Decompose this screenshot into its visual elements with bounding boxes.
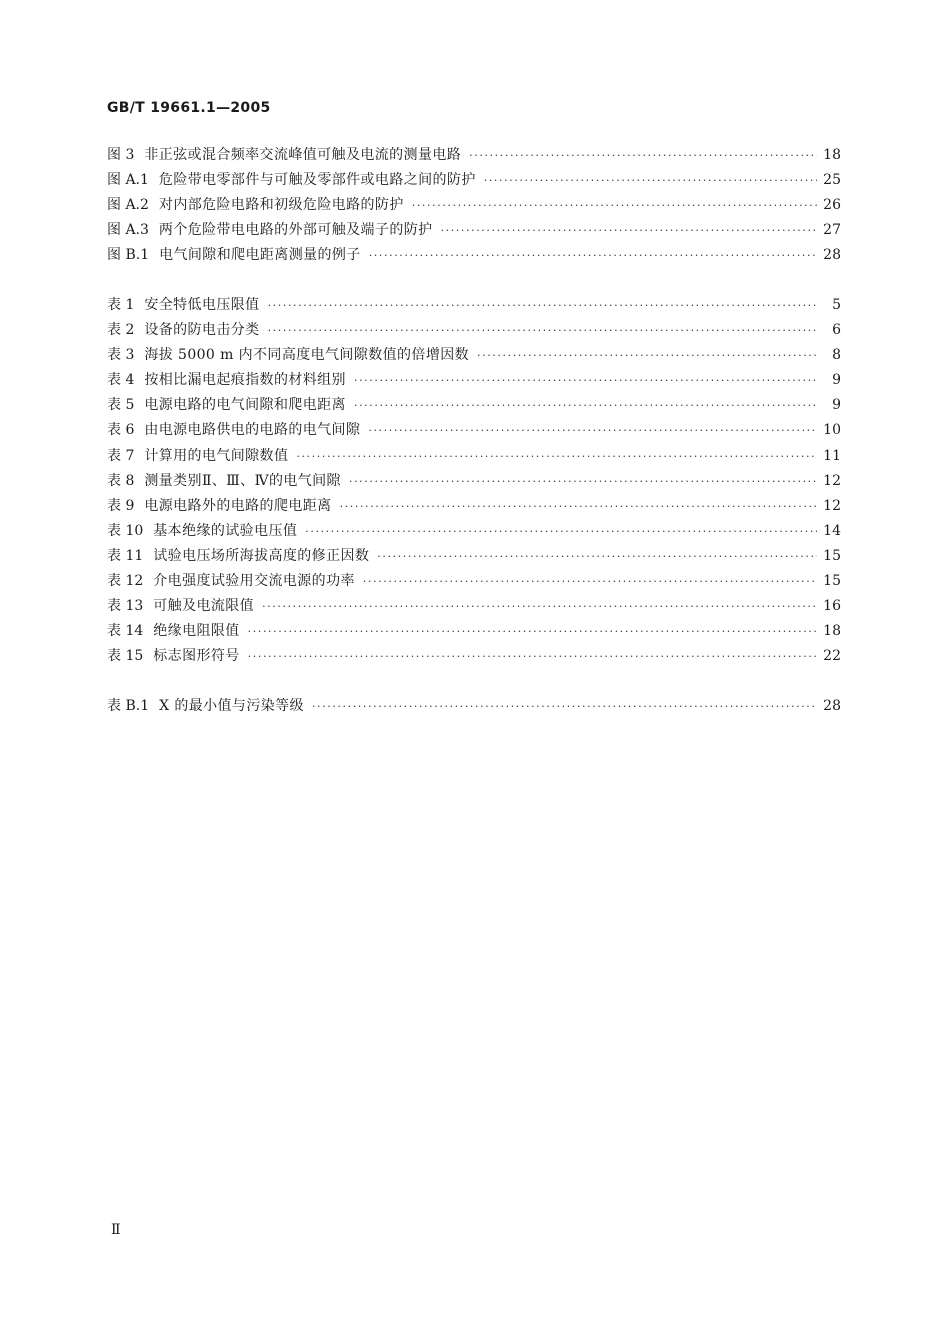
toc-entry-number: 图 3	[107, 147, 135, 163]
toc-entry-number: 表 1	[107, 297, 135, 313]
toc-entry-title: 电源电路外的电路的爬电距离	[144, 497, 332, 514]
toc-entry[interactable]	[107, 619, 841, 644]
toc-entry[interactable]	[107, 444, 841, 469]
toc-entry[interactable]	[107, 143, 841, 168]
toc-entry[interactable]	[107, 343, 841, 368]
dot-leader	[349, 469, 817, 494]
toc-entry[interactable]	[107, 544, 841, 569]
dot-leader	[248, 644, 818, 669]
toc-entry[interactable]	[107, 168, 841, 193]
toc-entry-page: 12	[823, 472, 841, 489]
toc-entry-title: 试验电压场所海拔高度的修正因数	[153, 547, 370, 564]
toc-entry-number: 表 13	[107, 598, 144, 615]
toc-entry-page: 10	[823, 422, 841, 439]
toc-entry-page: 5	[832, 297, 841, 313]
toc-entry-number: 表 3	[107, 347, 135, 364]
dot-leader	[248, 619, 818, 644]
dot-leader	[477, 343, 819, 368]
toc-entry[interactable]	[107, 393, 841, 418]
toc-entry-page: 28	[823, 698, 841, 714]
dot-leader	[368, 418, 817, 443]
dot-leader	[354, 393, 819, 418]
toc-entry-page: 18	[823, 623, 841, 640]
toc-entry-title: 两个危险带电电路的外部可触及端子的防护	[158, 222, 433, 239]
toc-entry-page: 8	[832, 347, 841, 364]
toc-entry-title: 安全特低电压限值	[144, 297, 260, 313]
toc-entry[interactable]	[107, 494, 841, 519]
toc-entry[interactable]	[107, 218, 841, 243]
dot-leader	[296, 444, 817, 469]
dot-leader	[340, 494, 818, 519]
dot-leader	[354, 368, 819, 393]
toc-entry-title: 测量类别Ⅱ、Ⅲ、Ⅳ的电气间隙	[144, 472, 341, 489]
toc-entry-page: 28	[823, 247, 841, 264]
toc-entry-title: 由电源电路供电的电路的电气间隙	[144, 422, 361, 439]
toc-entry[interactable]	[107, 594, 841, 619]
toc-entry-title: 电气间隙和爬电距离测量的例子	[159, 247, 361, 264]
dot-leader	[305, 519, 817, 544]
toc-entry[interactable]	[107, 569, 841, 594]
toc-entry-page: 9	[832, 397, 841, 414]
dot-leader	[484, 168, 817, 193]
toc-entry-title: 计算用的电气间隙数值	[144, 447, 289, 464]
toc-entry-page: 25	[823, 172, 841, 189]
toc-entry-title: 非正弦或混合频率交流峰值可触及电流的测量电路	[144, 147, 462, 163]
toc-entry-page: 12	[823, 497, 841, 514]
toc-entry-number: 表 12	[107, 573, 144, 590]
dot-leader	[441, 218, 818, 243]
toc-entry-number: 表 7	[107, 447, 135, 464]
dot-leader	[312, 694, 817, 719]
toc-entry-page: 22	[823, 648, 841, 665]
toc-entry-number: 表 2	[107, 322, 135, 339]
toc-entry-page: 15	[823, 547, 841, 564]
list-of-annex-tables	[107, 694, 841, 719]
toc-entry[interactable]	[107, 318, 841, 343]
toc-entry-title: 海拔 5000 m 内不同高度电气间隙数值的倍增因数	[144, 347, 470, 364]
toc-entry[interactable]	[107, 243, 841, 268]
toc-entry-number: 表 B.1	[107, 698, 150, 714]
toc-entry-page: 6	[832, 322, 841, 339]
dot-leader	[363, 569, 817, 594]
toc-entry-number: 表 4	[107, 372, 135, 389]
dot-leader	[268, 318, 819, 343]
toc-entry[interactable]	[107, 519, 841, 544]
dot-leader	[469, 143, 817, 168]
toc-entry-title: X 的最小值与污染等级	[159, 698, 304, 714]
toc-entry-number: 表 15	[107, 648, 144, 665]
page-number: Ⅱ	[111, 1222, 121, 1238]
dot-leader	[268, 293, 819, 318]
toc-entry[interactable]	[107, 368, 841, 393]
toc-entry-title: 危险带电零部件与可触及零部件或电路之间的防护	[158, 172, 476, 189]
toc-entry-title: 标志图形符号	[153, 648, 240, 665]
toc-entry-number: 图 B.1	[107, 247, 150, 264]
toc-entry-title: 设备的防电击分类	[144, 322, 260, 339]
dot-leader	[369, 243, 817, 268]
toc-entry[interactable]	[107, 469, 841, 494]
toc-entry[interactable]	[107, 644, 841, 669]
dot-leader	[377, 544, 817, 569]
toc-entry-page: 15	[823, 573, 841, 590]
toc-entry-page: 27	[823, 222, 841, 239]
toc-entry[interactable]	[107, 694, 841, 719]
toc-entry-number: 表 11	[107, 547, 144, 564]
toc-entry-page: 9	[832, 372, 841, 389]
toc-entry-number: 表 14	[107, 623, 144, 640]
toc-entry-number: 图 A.1	[107, 172, 149, 189]
toc-entry-title: 电源电路的电气间隙和爬电距离	[144, 397, 346, 414]
toc-entry-page: 16	[823, 598, 841, 615]
list-of-tables	[107, 293, 841, 669]
toc-entry-title: 介电强度试验用交流电源的功率	[153, 573, 355, 590]
toc-entry-page: 18	[823, 147, 841, 163]
toc-entry-page: 14	[823, 522, 841, 539]
toc-entry-title: 绝缘电阻限值	[153, 623, 240, 640]
dot-leader	[412, 193, 817, 218]
toc-entry-title: 按相比漏电起痕指数的材料组别	[144, 372, 346, 389]
toc-entry-number: 表 5	[107, 397, 135, 414]
toc-entry-page: 11	[823, 447, 841, 464]
toc-entry-number: 表 9	[107, 497, 135, 514]
toc-entry[interactable]	[107, 293, 841, 318]
toc-entry-page: 26	[823, 197, 841, 214]
list-of-figures	[107, 143, 841, 268]
toc-entry[interactable]	[107, 418, 841, 443]
toc-entry-number: 表 6	[107, 422, 135, 439]
toc-entry-number: 图 A.2	[107, 197, 149, 214]
toc-entry-title: 基本绝缘的试验电压值	[153, 522, 298, 539]
toc-entry-number: 表 10	[107, 522, 144, 539]
dot-leader	[262, 594, 817, 619]
toc-entry[interactable]	[107, 193, 841, 218]
standard-code-header: GB/T 19661.1—2005	[107, 100, 271, 116]
toc-entry-number: 图 A.3	[107, 222, 149, 239]
toc-entry-title: 对内部危险电路和初级危险电路的防护	[158, 197, 404, 214]
toc-entry-title: 可触及电流限值	[153, 598, 255, 615]
toc-entry-number: 表 8	[107, 472, 135, 489]
